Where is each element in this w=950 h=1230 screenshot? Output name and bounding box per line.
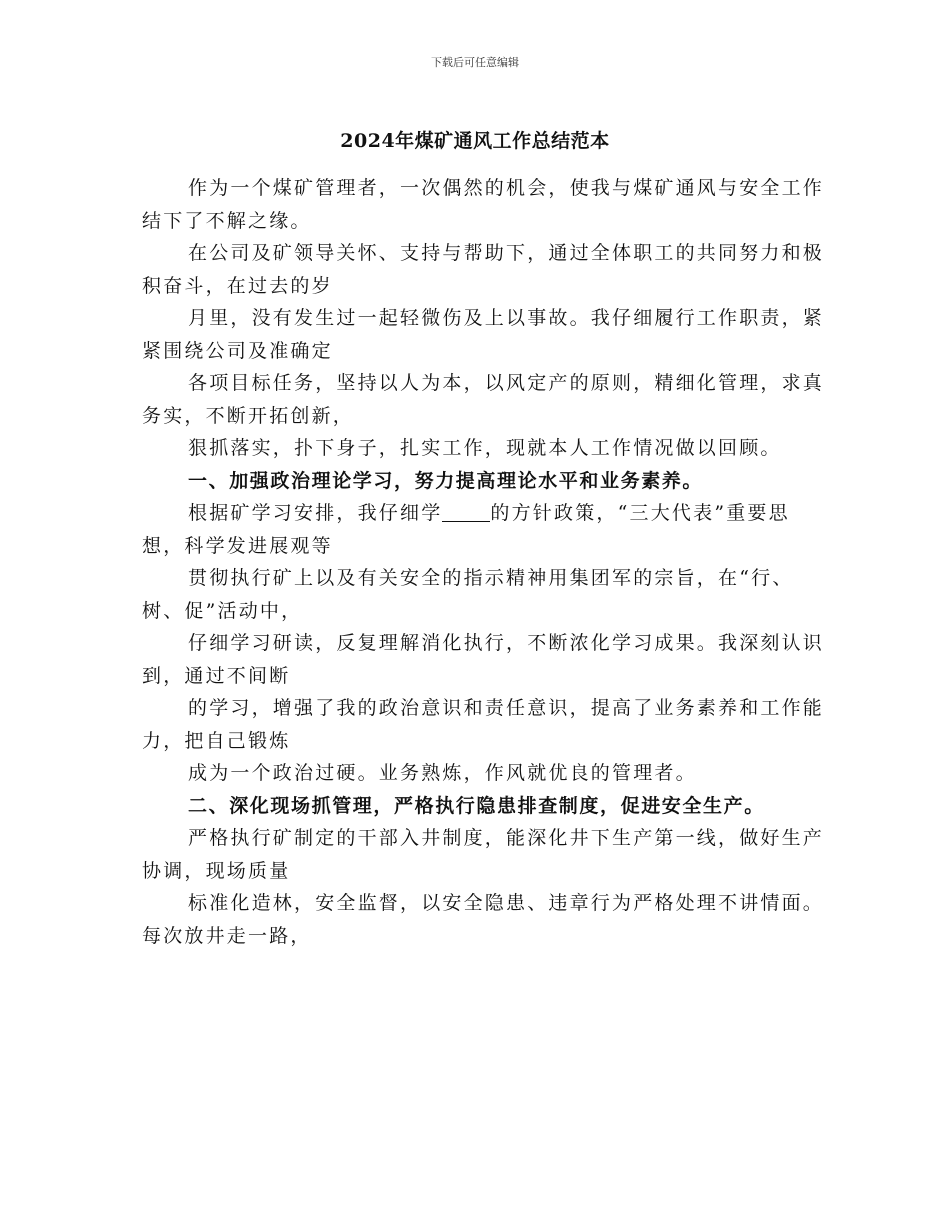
paragraph: 的学习，增强了我的政治意识和责任意识，提高了业务素养和工作能力，把自己锻炼: [142, 697, 825, 752]
paragraph: 月里，没有发生过一起轻微伤及上以事故。我仔细履行工作职责，紧紧围绕公司及准确定: [142, 307, 825, 362]
paragraph: 作为一个煤矿管理者，一次偶然的机会，使我与煤矿通风与安全工作结下了不解之缘。: [142, 177, 825, 232]
document-title: 2024年煤矿通风工作总结范本: [340, 130, 610, 152]
paragraph: [142, 497, 832, 562]
paragraph: 标准化造林，安全监督，以安全隐患、违章行为严格处理不讲情面。每次放井走一路，: [142, 892, 825, 947]
header-note: 下载后可任意编辑: [431, 56, 519, 69]
paragraph-text: 的方针政策，“三大代表”重要思想，科学发进展观等: [142, 502, 790, 557]
paragraph: 成为一个政治过硬。业务熟炼，作风就优良的管理者。: [188, 762, 697, 784]
paragraph-text: 根据矿学习安排，我仔细学: [188, 502, 443, 524]
document-body: [142, 172, 832, 952]
paragraph: 狠抓落实，扑下身子，扎实工作，现就本人工作情况做以回顾。: [188, 437, 782, 459]
paragraph: 各项目标任务，坚持以人为本，以风定产的原则，精细化管理，求真务实，不断开拓创新，: [142, 372, 825, 427]
paragraph: 在公司及矿领导关怀、支持与帮助下，通过全体职工的共同努力和极积奋斗，在过去的岁: [142, 242, 825, 297]
paragraph: 严格执行矿制定的干部入井制度，能深化井下生产第一线，做好生产协调，现场质量: [142, 827, 825, 882]
paragraph: 贯彻执行矿上以及有关安全的指示精神用集团军的宗旨，在“行、树、促”活动中，: [142, 567, 794, 622]
blank-underline: [442, 503, 490, 522]
section-heading: 一、加强政治理论学习，努力提高理论水平和业务素养。: [188, 469, 704, 492]
paragraph: 仔细学习研读，反复理解消化执行，不断浓化学习成果。我深刻认识到，通过不间断: [142, 632, 825, 687]
section-heading: 二、深化现场抓管理，严格执行隐患排查制度，促进安全生产。: [188, 794, 765, 817]
